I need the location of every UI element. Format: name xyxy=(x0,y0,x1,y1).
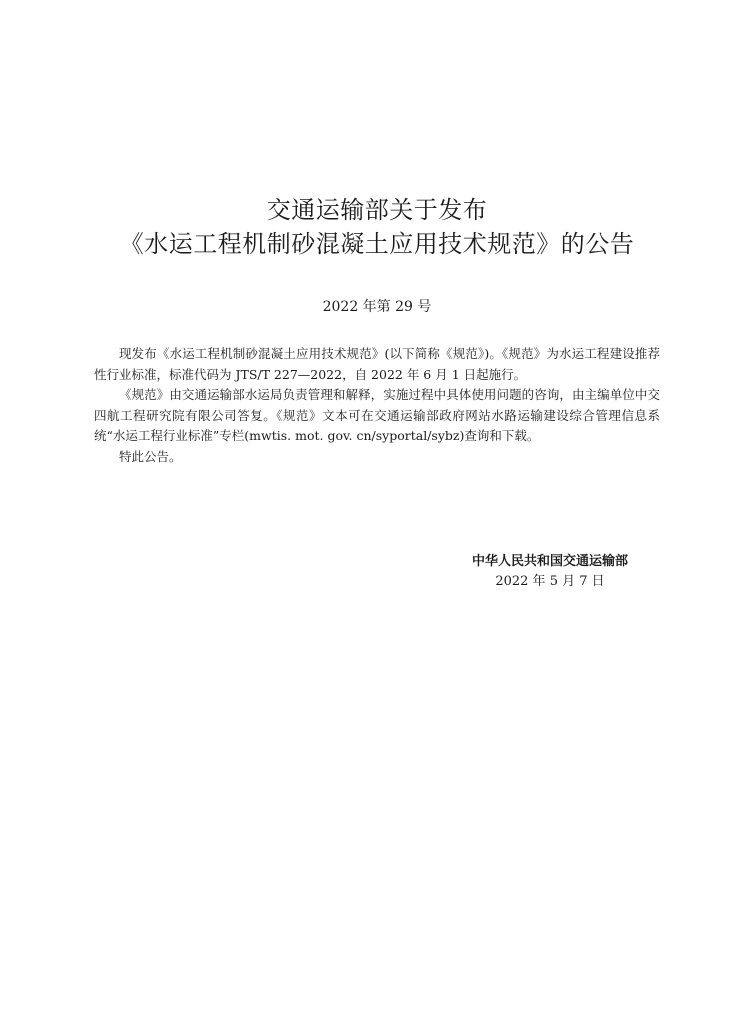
announcement-title-line-1: 交通运输部关于发布 xyxy=(266,196,488,224)
body-paragraph-2: 《规范》由交通运输部水运局负责管理和解释，实施过程中具体使用问题的咨询，由主编单位中交四航工程研究院有限公司答复。《规范》文本可在交通运输部政府网站水路运输建设综合管理信息系统“水运工程行业标准”专栏(mwtis. mot. gov. cn/syportal/sybz)查询和下载。 xyxy=(94,387,660,443)
body-paragraph-1: 现发布《水运工程机制砂混凝土应用技术规范》(以下简称《规范》)。《规范》为水运工程建设推荐性行业标准，标准代码为 JTS/T 227—2022，自 2022 年 6 月 1 日起施行。 xyxy=(94,346,660,382)
announcement-body xyxy=(94,344,660,467)
announcement-title-line-2: 《水运工程机制砂混凝土应用技术规范》的公告 xyxy=(119,230,635,258)
body-paragraph-3: 特此公告。 xyxy=(119,448,182,464)
issue-date: 2022 年 5 月 7 日 xyxy=(495,574,605,589)
signature-block xyxy=(440,552,660,592)
issuing-organization: 中华人民共和国交通运输部 xyxy=(471,554,628,569)
document-number: 2022 年第 29 号 xyxy=(322,299,432,315)
